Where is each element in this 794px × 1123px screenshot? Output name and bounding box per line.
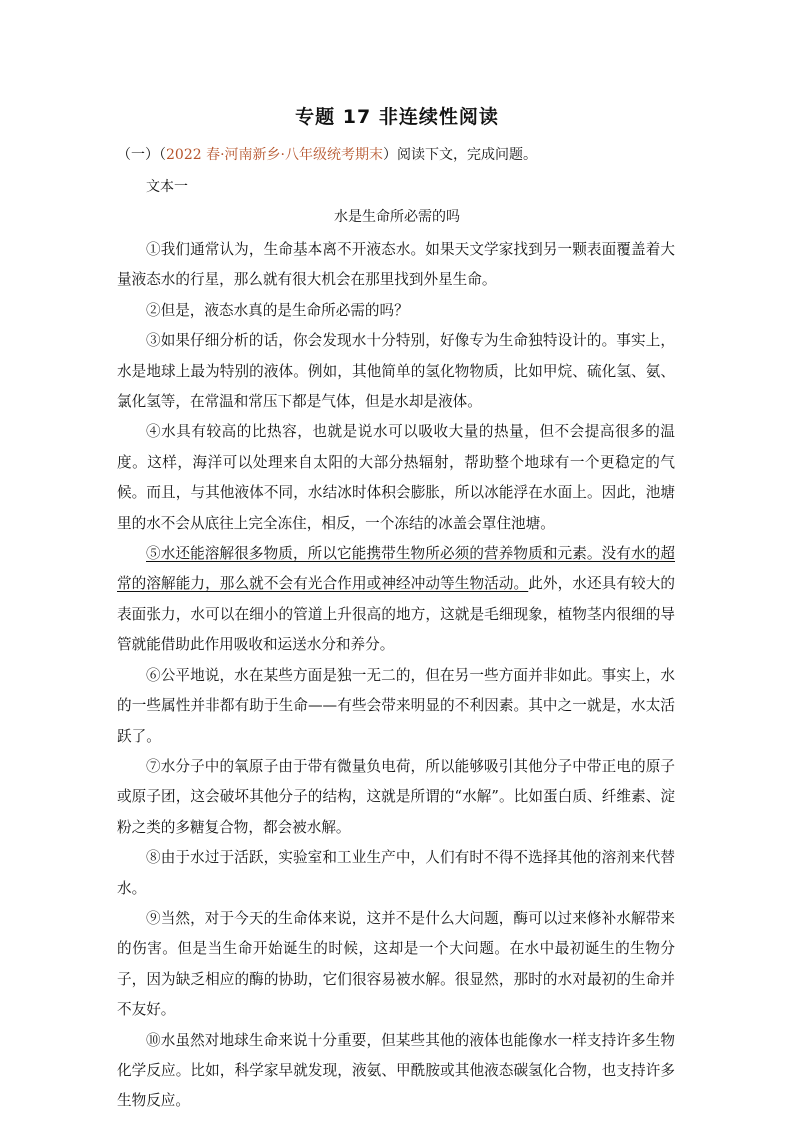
paragraph: ⑧由于水过于活跃，实验室和工业生产中，人们有时不得不选择其他的溶剂来代替水。 (117, 849, 675, 897)
text-label: 文本一 (146, 179, 188, 195)
paragraph: ⑨当然，对于今天的生命体来说，这并不是什么大问题，酶可以过来修补水解带来的伤害。但是当生命开始诞生的时候，这却是一个大问题。在水中最初诞生的生物分子，因为缺乏相应的酶的协助，它们很容易被水解。很显然，那时的水对最初的生命并不友好。 (117, 909, 675, 1019)
underlined-sentence: ⑤水还能溶解很多物质，所以它能携带生物所必须的营养物质和元素。没有水的超常的溶解能力，那么就不会有光合作用或神经冲动等生物活动。 (117, 545, 675, 593)
question-source-line (117, 144, 697, 166)
page-title: 专题 17 非连续性阅读 (295, 106, 499, 128)
source-prefix: （一）（ (117, 147, 166, 163)
paragraph: ⑥公平地说，水在某些方面是独一无二的，但在另一些方面并非如此。事实上，水的一些属性并非都有助于生命——有些会带来明显的不利因素。其中之一就是，水太活跃了。 (117, 666, 675, 745)
paragraph: ④水具有较高的比热容，也就是说水可以吸收大量的热量，但不会提高很多的温度。这样，海洋可以处理来自太阳的大部分热辐射，帮助整个地球有一个更稳定的气候。而且，与其他液体不同，水结冰时体积会膨胀，所以冰能浮在水面上。因此，池塘里的水不会从底往上完全冻住，相反，一个冻结的冰盖会罩住池塘。 (117, 423, 675, 532)
paragraph: ⑩水虽然对地球生命来说十分重要，但某些其他的液体也能像水一样支持许多生物化学反应。比如，科学家早就发现，液氨、甲酰胺或其他液态碳氢化合物，也支持许多生物反应。 (117, 1031, 675, 1110)
paragraph: ②但是，液态水真的是生命所必需的吗？ (146, 301, 409, 319)
paragraph: ⑦水分子中的氧原子由于带有微量负电荷，所以能够吸引其他分子中带正电的原子或原子团，这会破坏其他分子的结构，这就是所谓的“水解”。比如蛋白质、纤维素、淀粉之类的多糖复合物，都会被水解。 (117, 757, 675, 836)
paragraph-rest: 此外，水还具有较大的表面张力，水可以在细小的管道上升很高的地方，这就是毛细现象，植物茎内很细的导管就能借助此作用吸收和运送水分和养分。 (117, 575, 675, 654)
source-suffix: ）阅读下文，完成问题。 (382, 147, 537, 163)
paragraph: ①我们通常认为，生命基本离不开液态水。如果天文学家找到另一颗表面覆盖着大量液态水的行星，那么就有很大机会在那里找到外星生命。 (117, 241, 675, 289)
article-body (117, 235, 675, 1117)
article-title: 水是生命所必需的吗 (334, 209, 460, 225)
exam-source: 2022 春·河南新乡·八年级统考期末 (166, 147, 383, 163)
paragraph: ③如果仔细分析的话，你会发现水十分特别，好像专为生命独特设计的。事实上，水是地球上最为特别的液体。例如，其他简单的氢化物物质，比如甲烷、硫化氢、氨、氯化氢等，在常温和常压下都是气体，但是水却是液体。 (117, 332, 675, 411)
paragraph (117, 539, 675, 661)
